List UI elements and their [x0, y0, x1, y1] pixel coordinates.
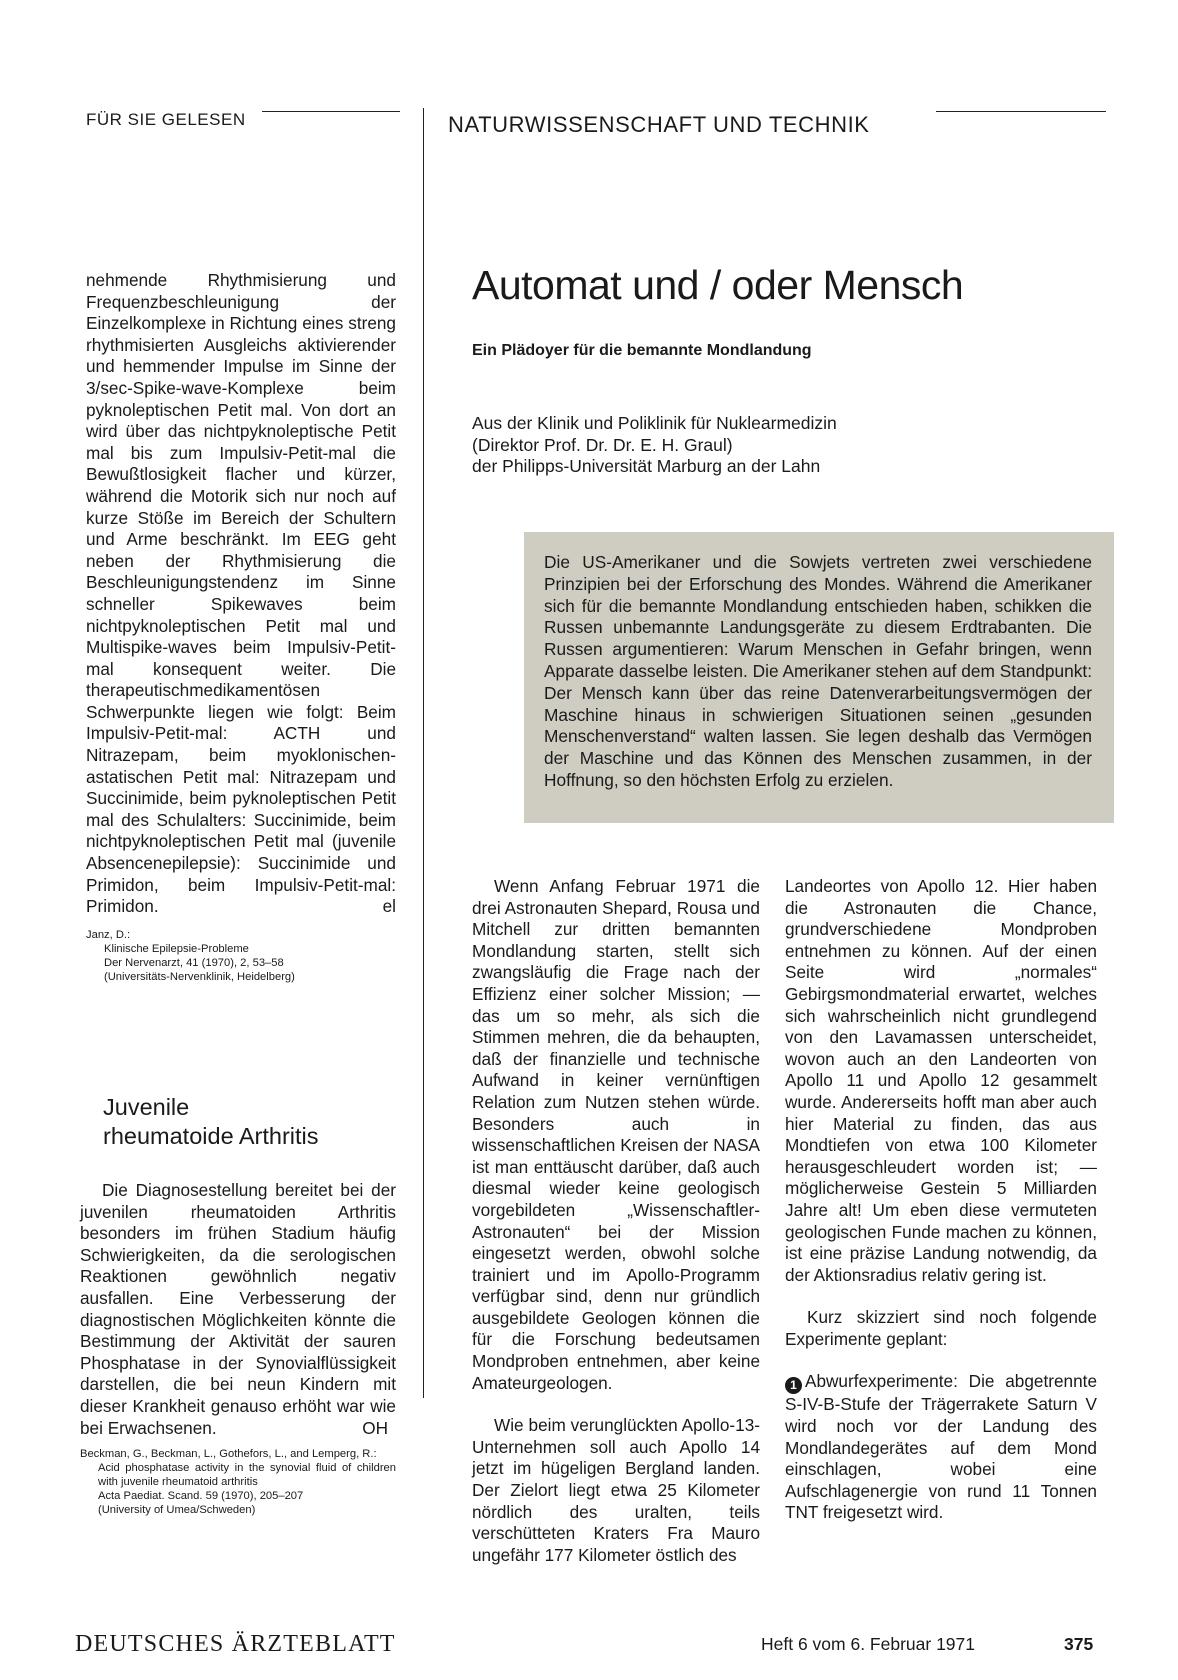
bullet-text: Abwurfexperimente: Die abgetrennte S-IV-B-Stufe der Trägerrakete Saturn V wird noch vor der Landung des Mondlandegerätes auf dem Mond einschlagen, wobei eine Aufschlagenergie von rund 11 Tonnen TNT freigesetzt wird. — [785, 1371, 1097, 1523]
article-column-1 — [472, 876, 760, 1566]
affiliation-line: Aus der Klinik und Poliklinik für Nuklearmedizin — [472, 413, 837, 433]
article-title: Automat und / oder Mensch — [472, 262, 964, 308]
abstract-text: Die US-Amerikaner und die Sowjets vertreten zwei verschiedene Prinzipien bei der Erforschung des Mondes. Während die Amerikaner sich für die bemannte Mondlandung entschieden haben, schikken die Russen unbemannte Landungsgeräte zu diesem Erdtrabanten. Die Russen argumentieren: Warum Menschen in Gefahr bringen, wenn Apparate dasselbe leisten. Die Amerikaner stehen auf dem Standpunkt: Der Mensch kann über das reine Datenverarbeitungsvermögen der Maschine hinaus in schwierigen Situationen seinen „gesunden Menschenverstand“ walten lassen. Sie legen deshalb das Vermögen der Maschine und das Können des Menschen zusammen, in der Hoffnung, so den höchsten Erfolg zu erzielen. — [544, 552, 1092, 790]
header-rule-left — [262, 111, 400, 112]
affiliation-line: (Direktor Prof. Dr. Dr. E. H. Graul) — [472, 434, 733, 455]
bullet-number-icon: 1 — [785, 1377, 802, 1394]
page-number: 375 — [1064, 1634, 1094, 1654]
body-paragraph: Kurz skizziert sind noch folgende Experimente geplant: — [785, 1307, 1097, 1349]
section2-signature: OH — [362, 1417, 388, 1438]
reference-line: Der Nervenarzt, 41 (1970), 2, 53–58 — [104, 956, 284, 969]
reference-line: (University of Umea/Schweden) — [98, 1504, 256, 1517]
section-header-left: FÜR SIE GELESEN — [86, 110, 246, 129]
article-column-2 — [785, 876, 1097, 1524]
left-column-section2 — [80, 1180, 396, 1517]
reference-block — [80, 1447, 396, 1517]
body-paragraph: Wie beim verunglückten Apollo-13-Unternehmen soll auch Apollo 14 jetzt im hügeligen Bergland landen. Der Zielort liegt etwa 25 Kilometer nördlich des uralten, teils verschütteten Kraters Fra Mauro ungefähr 177 Kilometer östlich des — [472, 1415, 760, 1565]
reference-line: (Universitäts-Nervenklinik, Heidelberg) — [104, 970, 295, 983]
reference-line: Acid phosphatase activity in the synovial fluid of children with juvenile rheumatoid arthritis — [98, 1462, 396, 1489]
affiliation — [472, 413, 1032, 478]
section-header-right: NATURWISSENSCHAFT UND TECHNIK — [448, 112, 870, 137]
reference-block — [86, 928, 396, 984]
section2-paragraph: Die Diagnosestellung bereitet bei der juvenilen rheumatoiden Arthritis besonders im frühen Stadium häufig Schwierigkeiten, da die serologischen Reaktionen gewöhnlich negativ ausfallen. Eine Verbesserung der diagnostischen Möglichkeiten könnte die Bestimmung der Aktivität der sauren Phosphatase in der Synovialflüssigkeit darstellen, die bei neun Kindern mit dieser Krankheit genauso erhöht war wie bei Erwachsenen. OH — [80, 1180, 396, 1438]
article-subtitle: Ein Plädoyer für die bemannte Mondlandung — [472, 342, 812, 359]
body-paragraph: Landeortes von Apollo 12. Hier haben die Astronauten die Chance, grundverschiedene Mondproben entnehmen zu können. Auf der einen Seite wird „normales“ Gebirgsmondmaterial erwartet, welches sich wahrscheinlich nicht grundlegend von den Lavamassen unterscheidet, wovon auch an den Landeorten von Apollo 11 und Apollo 12 gesammelt wurde. Andererseits hofft man aber auch hier Material zu finden, das aus Mondtiefen von etwa 100 Kilometer herausgeschleudert worden ist; — möglicherweise Gestein 5 Milliarden Jahre alt! Um eben diese vermuteten geologischen Funde machen zu können, ist eine präzise Landung notwendig, da der Aktionsradius relativ gering ist. — [785, 876, 1097, 1285]
journal-name: DEUTSCHES ÄRZTEBLATT — [75, 1631, 396, 1657]
section-title-line: Juvenile — [103, 1094, 190, 1120]
left-column — [86, 270, 396, 984]
issue-info: Heft 6 vom 6. Februar 1971 — [761, 1634, 975, 1654]
header-rule-right — [936, 111, 1106, 112]
reference-author: Janz, D.: — [86, 928, 131, 941]
section-title-line: rheumatoide Arthritis — [103, 1123, 319, 1149]
bullet-paragraph — [785, 1371, 1097, 1524]
section-title — [103, 1093, 319, 1151]
left-signature: el — [382, 896, 396, 917]
reference-line: Acta Paediat. Scand. 59 (1970), 205–207 — [98, 1490, 304, 1503]
body-paragraph: Wenn Anfang Februar 1971 die drei Astronauten Shepard, Rousa und Mitchell zur dritten bemannten Mondlandung starten, stellt sich zwangsläufig die Frage nach der Effizienz einer solcher Mission; — das um so mehr, als sich die Stimmen mehren, die da behaupten, daß der finanzielle und technische Aufwand in keiner vernünftigen Relation zum Nutzen stehen würde. Besonders auch in wissenschaftlichen Kreisen der NASA ist man enttäuscht darüber, daß auch diesmal wieder keine geologisch vorgebildeten „Wissenschaftler-Astronauten“ bei der Mission eingesetzt werden, obwohl solche trainiert und im Apollo-Programm verfügbar sind, denn nur gründlich ausgebildete Geologen können die für die Forschung bedeutsamen Mondproben entnehmen, aber keine Amateurgeologen. — [472, 876, 760, 1393]
column-divider — [423, 108, 424, 1398]
reference-line: Klinische Epilepsie-Probleme — [104, 942, 249, 955]
affiliation-line: der Philipps-Universität Marburg an der Lahn — [472, 456, 821, 476]
reference-author: Beckman, G., Beckman, L., Gothefors, L., and Lemperg, R.: — [80, 1448, 377, 1461]
abstract-box — [524, 532, 1114, 823]
left-paragraph: nehmende Rhythmisierung und Frequenzbeschleunigung der Einzelkomplexe in Richtung eines streng rhythmisierten Ausgleichs aktivierender und hemmender Impulse im Sinne der 3/sec-Spike-wave-Komplexe beim pyknoleptischen Petit mal. Von dort an wird über das nichtpyknoleptische Petit mal bis zum Impulsiv-Petit-mal die Bewußtlosigkeit flacher und kürzer, während die Motorik sich nur noch auf kurze Stöße im Bereich der Schultern und Arme beschränkt. Im EEG geht neben der Rhythmisierung die Beschleunigungstendenz im Sinne schneller Spikewaves beim nichtpyknoleptischen Petit mal und Multispike-waves beim Impulsiv-Petit-mal konsequent weiter. Die therapeutischmedikamentösen Schwerpunkte liegen wie folgt: Beim Impulsiv-Petit-mal: ACTH und Nitrazepam, beim myoklonischen-astatischen Petit mal: Nitrazepam und Succinimide, beim pyknoleptischen Petit mal des Schulalters: Succinimide, beim nichtpyknoleptischen Petit mal (juvenile Absencenepilepsie): Succinimide und Primidon, beim Impulsiv-Petit-mal: Primidon. el — [86, 270, 396, 917]
